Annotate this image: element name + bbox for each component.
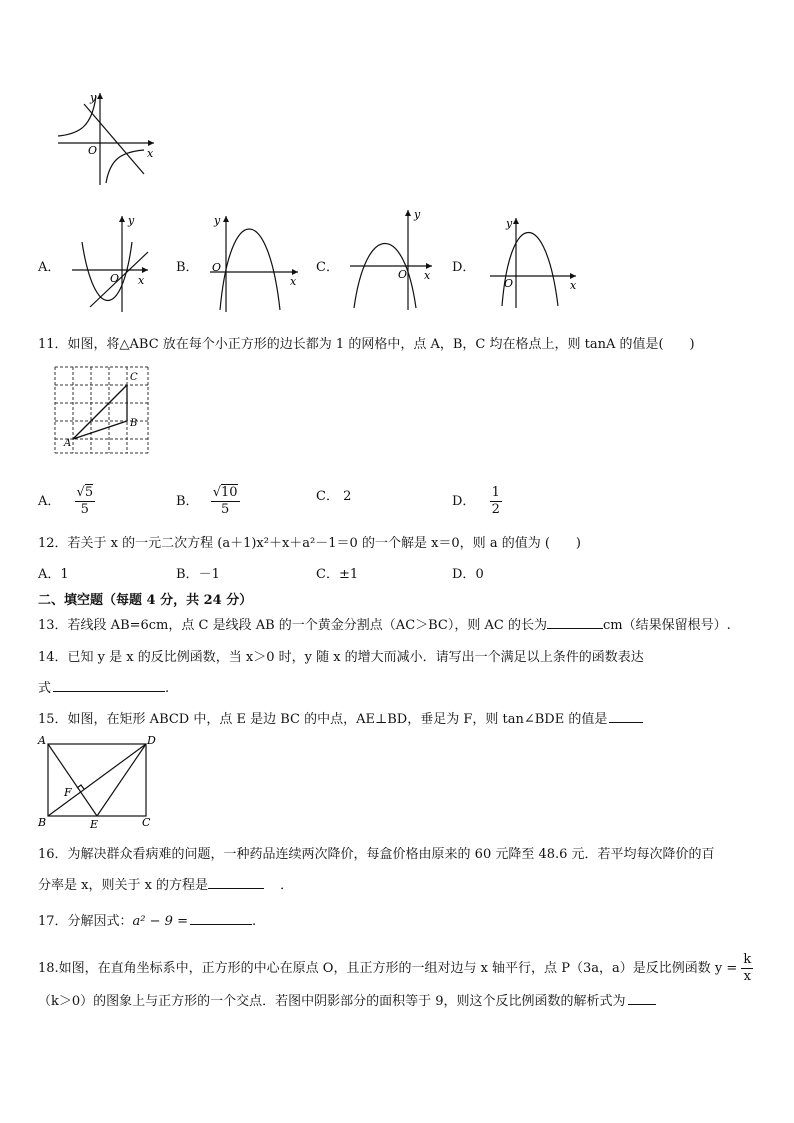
q17-answer-blank[interactable]	[190, 912, 252, 925]
axis-y-label: y	[128, 214, 135, 227]
q13-answer-blank[interactable]	[547, 616, 603, 629]
q11-option-b	[176, 485, 240, 518]
q16-line-2	[38, 874, 293, 893]
q15	[38, 708, 643, 727]
q18-line-2	[38, 990, 656, 1009]
q13	[38, 614, 731, 633]
q12-option-d	[452, 563, 484, 582]
origin-label: O	[504, 277, 514, 290]
q10-option-c-letter: C．	[316, 260, 339, 275]
q16-answer-blank[interactable]	[208, 876, 264, 889]
q17	[38, 910, 256, 929]
q15-answer-blank[interactable]	[609, 710, 643, 723]
q10-option-a-letter: A．	[38, 260, 61, 275]
q12-option-c-value: ±1	[338, 567, 359, 582]
q18-answer-blank[interactable]	[628, 992, 656, 1005]
q11-option-a-fraction	[75, 485, 96, 518]
axis-x-label: x	[138, 274, 145, 287]
q16-end: ．	[280, 878, 294, 893]
q14-text: 式	[38, 681, 52, 696]
q12-option-b-value: －1	[198, 567, 220, 582]
q11-option-b-radicand: 10	[221, 485, 238, 500]
point-c-label: C	[130, 372, 138, 383]
q11-option-b-numerator	[211, 485, 240, 502]
q12-option-a-letter: A．	[38, 567, 61, 582]
axis-y-label: y	[90, 91, 97, 104]
q12-text: 12．若关于 x 的一元二次方程 (a＋1)x²＋x＋a²－1＝0 的一个解是 x＝0，则 a 的值为 ( )	[38, 536, 581, 551]
axis-y-label: y	[414, 208, 421, 221]
q18-text: 18.如图，在直角坐标系中，正方形的中心在原点 O，且正方形的一组对边与 x 轴平行，点 P（3a，a）是反比例函数 y =	[38, 961, 738, 976]
q15-rectangle-figure	[34, 732, 162, 832]
origin-label: O	[110, 272, 120, 285]
q17-expression: a² − 9 =	[132, 914, 188, 929]
q11-option-c	[316, 485, 351, 504]
q11-option-a-numerator	[75, 485, 96, 502]
q12-option-d-letter: D．	[452, 567, 476, 582]
q10-option-b-letter: B．	[176, 260, 199, 275]
q17-end: .	[251, 914, 257, 929]
q11-option-c-value: 2	[343, 489, 352, 504]
q18-line-1	[38, 952, 753, 985]
q11-option-d-numerator: 1	[491, 485, 500, 500]
q10-option-d-letter: D．	[452, 260, 476, 275]
q14-line-2	[38, 677, 169, 696]
q10-option-c-graph	[346, 206, 438, 312]
q11-option-d-denominator: 2	[491, 502, 500, 517]
q18-fraction-numerator: k	[743, 952, 752, 967]
q12-option-d-value: 0	[475, 567, 484, 582]
q11-option-c-letter: C．	[316, 489, 339, 504]
axis-x-label: x	[570, 279, 577, 292]
q18-text-2: （k＞0）的图象上与正方形的一个交点．若图中阴影部分的面积等于 9，则这个反比例函数的解析式为	[38, 994, 626, 1009]
section-2-title: 二、填空题（每题 4 分，共 24 分）	[38, 593, 253, 608]
q11-option-a	[38, 485, 95, 518]
origin-label: O	[88, 144, 98, 157]
origin-label: O	[212, 261, 222, 274]
axis-y-label: y	[506, 217, 513, 230]
q15-text: 15．如图，在矩形 ABCD 中，点 E 是边 BC 的中点，AE⊥BD，垂足为 F，则 tan∠BDE 的值是	[38, 712, 608, 727]
point-a-label: A	[64, 438, 72, 449]
q11-option-d-letter: D．	[452, 494, 476, 509]
q13-text-after: cm（结果保留根号）.	[602, 618, 731, 633]
axis-y-label: y	[214, 214, 221, 227]
q16-line-1: 16．为解决群众看病难的问题，一种药品连续两次降价，每盒价格由原来的 60 元降至 48.6 元．若平均每次降价的百	[38, 847, 715, 862]
q12-option-a-value: 1	[60, 567, 69, 582]
q13-text-before: 13．若线段 AB=6cm，点 C 是线段 AB 的一个黄金分割点（AC＞BC），则 AC 的长为	[38, 618, 547, 633]
q17-text: 17．分解因式：	[38, 914, 133, 929]
q16-text: 分率是 x，则关于 x 的方程是	[38, 878, 209, 893]
q18-fraction-denominator: x	[743, 969, 751, 984]
q14-end: .	[165, 681, 170, 696]
q12-option-b	[176, 563, 220, 582]
sqrt-sign: √	[212, 485, 221, 500]
q12-option-c	[316, 563, 358, 582]
axis-x-label: x	[147, 147, 154, 160]
point-b-label: B	[38, 816, 47, 829]
q11-option-d-fraction	[490, 485, 502, 518]
q11-option-b-fraction	[211, 485, 240, 518]
q10-option-a-graph	[68, 212, 152, 314]
q12-option-c-letter: C．	[316, 567, 339, 582]
q10-option-d-graph	[486, 214, 582, 310]
q12-option-a	[38, 563, 69, 582]
q11-option-b-letter: B．	[176, 494, 199, 509]
sqrt-sign: √	[76, 485, 85, 500]
q18-fraction	[741, 952, 753, 985]
point-f-label: F	[64, 786, 72, 799]
q11-option-b-denominator: 5	[220, 502, 230, 517]
point-c-label: C	[142, 816, 151, 829]
point-b-label: B	[130, 418, 138, 429]
q11-option-d	[452, 485, 502, 518]
q10-main-graph	[50, 88, 162, 188]
axis-x-label: x	[424, 269, 431, 282]
point-e-label: E	[90, 818, 99, 831]
q11-grid-figure	[52, 364, 152, 456]
axis-x-label: x	[290, 275, 297, 288]
point-a-label: A	[38, 734, 46, 747]
q12-option-b-letter: B．	[176, 567, 199, 582]
origin-label: O	[398, 268, 408, 281]
q11-option-a-radicand: 5	[84, 485, 94, 500]
q14-line-1: 14．已知 y 是 x 的反比例函数，当 x＞0 时，y 随 x 的增大而减小．请写出一个满足以上条件的函数表达	[38, 650, 644, 665]
point-d-label: D	[147, 734, 156, 747]
q14-answer-blank[interactable]	[53, 679, 165, 692]
q10-option-b-graph	[204, 212, 304, 314]
q11-option-a-denominator: 5	[80, 502, 89, 517]
q11-option-a-letter: A．	[38, 494, 61, 509]
q11-text: 11．如图，将△ABC 放在每个小正方形的边长都为 1 的网格中，点 A，B，C 均在格点上，则 tanA 的值是( )	[38, 337, 695, 352]
